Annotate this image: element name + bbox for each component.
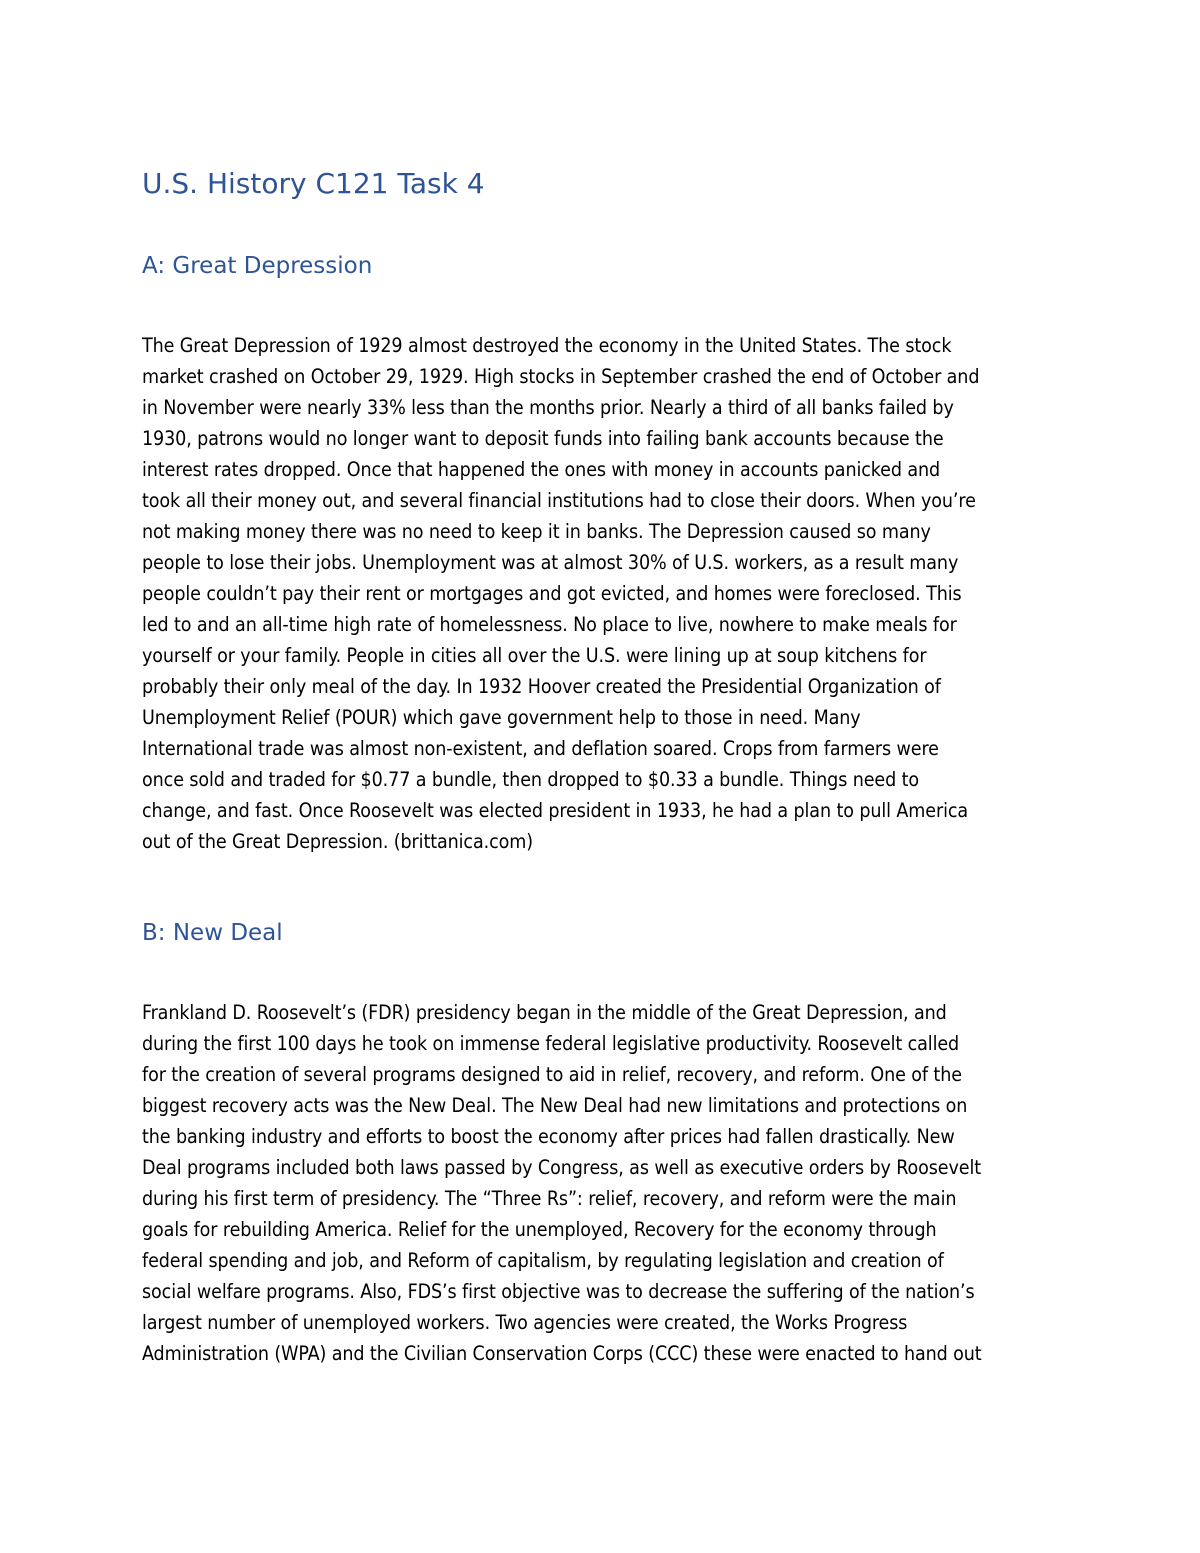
paragraph-line: social welfare programs. Also, FDS’s first objective was to decrease the suffering of the nation’s (142, 1280, 975, 1303)
paragraph-line: once sold and traded for $0.77 a bundle, then dropped to $0.33 a bundle. Things need to (142, 768, 920, 791)
paragraph-line: in November were nearly 33% less than the months prior. Nearly a third of all banks failed by (142, 396, 954, 419)
paragraph-line: International trade was almost non-existent, and deflation soared. Crops from farmers were (142, 737, 939, 760)
paragraph-line: probably their only meal of the day. In 1932 Hoover created the Presidential Organization of (142, 675, 941, 698)
paragraph-line: biggest recovery acts was the New Deal. The New Deal had new limitations and protections on (142, 1094, 968, 1117)
paragraph-line: for the creation of several programs designed to aid in relief, recovery, and reform. One of the (142, 1063, 962, 1086)
paragraph-line: goals for rebuilding America. Relief for the unemployed, Recovery for the economy through (142, 1218, 937, 1241)
section-heading-great-depression: A: Great Depression (142, 253, 373, 279)
paragraph-line: took all their money out, and several financial institutions had to close their doors. When you’re (142, 489, 976, 512)
paragraph-line: Unemployment Relief (POUR) which gave government help to those in need. Many (142, 706, 861, 729)
paragraph-line: 1930, patrons would no longer want to deposit funds into failing bank accounts because the (142, 427, 944, 450)
paragraph-line: largest number of unemployed workers. Two agencies were created, the Works Progress (142, 1311, 908, 1334)
paragraph-line: during the first 100 days he took on immense federal legislative productivity. Roosevelt called (142, 1032, 960, 1055)
paragraph-line: led to and an all-time high rate of homelessness. No place to live, nowhere to make meals for (142, 613, 957, 636)
paragraph-line: during his first term of presidency. The “Three Rs”: relief, recovery, and reform were the main (142, 1187, 957, 1210)
document-title: U.S. History C121 Task 4 (142, 167, 485, 200)
paragraph-line: Frankland D. Roosevelt’s (FDR) presidency began in the middle of the Great Depression, and (142, 1001, 947, 1024)
paragraph-line: not making money there was no need to keep it in banks. The Depression caused so many (142, 520, 931, 543)
paragraph-line: market crashed on October 29, 1929. High stocks in September crashed the end of October and (142, 365, 980, 388)
paragraph-line: people couldn’t pay their rent or mortgages and got evicted, and homes were foreclosed. This (142, 582, 962, 605)
paragraph-line: people to lose their jobs. Unemployment was at almost 30% of U.S. workers, as a result many (142, 551, 959, 574)
paragraph-line: Administration (WPA) and the Civilian Conservation Corps (CCC) these were enacted to hand out (142, 1342, 982, 1365)
section-heading-new-deal: B: New Deal (142, 920, 283, 946)
paragraph-line: The Great Depression of 1929 almost destroyed the economy in the United States. The stock (142, 334, 952, 357)
paragraph-new-deal (142, 997, 982, 1369)
paragraph-line: federal spending and job, and Reform of capitalism, by regulating legislation and creation of (142, 1249, 944, 1272)
paragraph-great-depression (142, 330, 979, 857)
paragraph-line: the banking industry and efforts to boost the economy after prices had fallen drastically. New (142, 1125, 955, 1148)
paragraph-line: yourself or your family. People in cities all over the U.S. were lining up at soup kitchens for (142, 644, 927, 667)
paragraph-line: interest rates dropped. Once that happened the ones with money in accounts panicked and (142, 458, 941, 481)
paragraph-line: Deal programs included both laws passed by Congress, as well as executive orders by Roosevelt (142, 1156, 982, 1179)
paragraph-line: out of the Great Depression. (brittanica.com) (142, 830, 534, 853)
paragraph-line: change, and fast. Once Roosevelt was elected president in 1933, he had a plan to pull America (142, 799, 969, 822)
